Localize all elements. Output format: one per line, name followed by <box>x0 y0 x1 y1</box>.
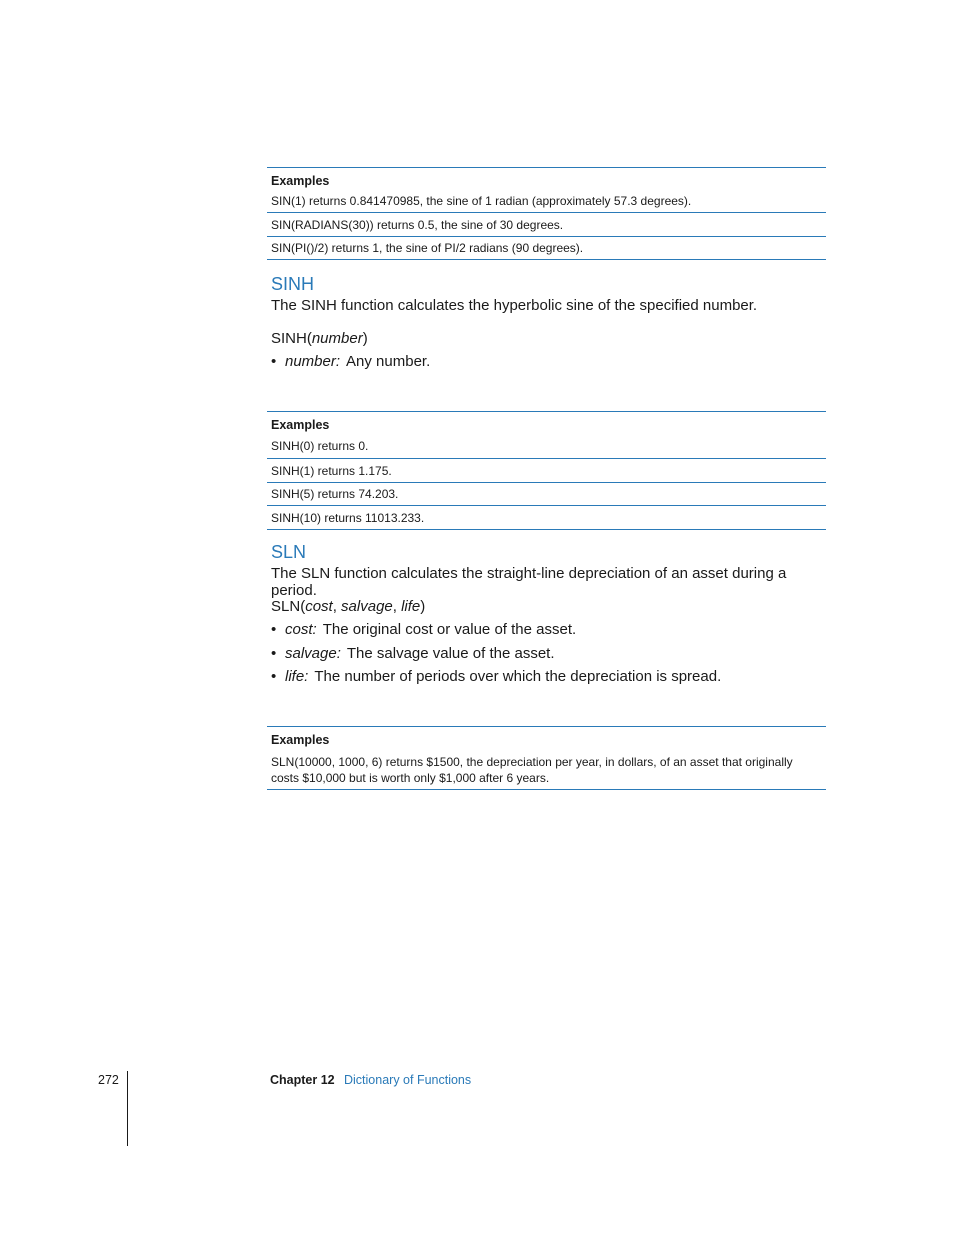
argument-item <box>271 353 430 370</box>
bullet-glyph: • <box>271 668 277 685</box>
argument-description: Any number. <box>346 353 431 370</box>
examples-header: Examples <box>271 418 330 432</box>
syntax-paren: ) <box>362 330 368 347</box>
syntax-separator: , <box>332 598 342 615</box>
bullet-glyph: • <box>271 645 277 662</box>
table-row: SINH(5) returns 74.203. <box>267 483 826 506</box>
sln-description: The SLN function calculates the straight-line depreciation of an asset during a period. <box>271 565 787 599</box>
sln-examples-table <box>267 726 826 790</box>
argument-description: The salvage value of the asset. <box>346 645 555 662</box>
table-row: SIN(RADIANS(30)) returns 0.5, the sine of 30 degrees. <box>267 213 826 237</box>
page-number: 272 <box>98 1073 119 1087</box>
argument-name: number <box>311 330 363 347</box>
function-name: SINH <box>271 330 307 347</box>
argument-term: life: <box>285 668 309 685</box>
bullet-glyph: • <box>271 353 277 370</box>
argument-item <box>271 645 555 662</box>
syntax-separator: , <box>392 598 402 615</box>
argument-name: salvage <box>341 598 393 615</box>
sinh-examples-table <box>267 411 826 530</box>
function-name: SLN <box>271 598 301 615</box>
table-row: SIN(PI()/2) returns 1, the sine of PI/2 radians (90 degrees). <box>267 237 826 260</box>
syntax-paren: ( <box>300 598 306 615</box>
argument-term: number: <box>285 353 341 370</box>
syntax-paren: ) <box>420 598 426 615</box>
argument-description: The original cost or value of the asset. <box>322 621 577 638</box>
table-row: SLN(10000, 1000, 6) returns $1500, the depreciation per year, in dollars, of an asset that originally costs $10,000 but is worth only $1,000 after 6 years. <box>267 749 826 790</box>
argument-item <box>271 668 721 685</box>
argument-term: cost: <box>285 621 317 638</box>
chapter-title-link[interactable]: Dictionary of Functions <box>344 1073 472 1087</box>
sinh-description: The SINH function calculates the hyperbolic sine of the specified number. <box>271 297 758 314</box>
table-row: SIN(1) returns 0.841470985, the sine of 1 radian (approximately 57.3 degrees). <box>267 190 826 213</box>
table-row: SINH(0) returns 0. <box>267 434 826 459</box>
table-row: SINH(10) returns 11013.233. <box>267 506 826 530</box>
table-row: SINH(1) returns 1.175. <box>267 459 826 483</box>
argument-term: salvage: <box>285 645 341 662</box>
sln-syntax <box>271 598 425 615</box>
argument-name: life <box>401 598 421 615</box>
sinh-syntax <box>271 330 368 347</box>
argument-name: cost <box>305 598 333 615</box>
syntax-paren: ( <box>306 330 312 347</box>
argument-description: The number of periods over which the depreciation is spread. <box>314 668 722 685</box>
examples-header: Examples <box>271 733 330 747</box>
sinh-heading: SINH <box>271 274 315 294</box>
bullet-glyph: • <box>271 621 277 638</box>
examples-header: Examples <box>271 174 330 188</box>
chapter-label: Chapter 12 <box>270 1073 335 1087</box>
argument-item <box>271 621 576 638</box>
sln-heading: SLN <box>271 542 307 562</box>
sin-examples-table <box>267 167 826 260</box>
footer-divider <box>127 1071 128 1146</box>
